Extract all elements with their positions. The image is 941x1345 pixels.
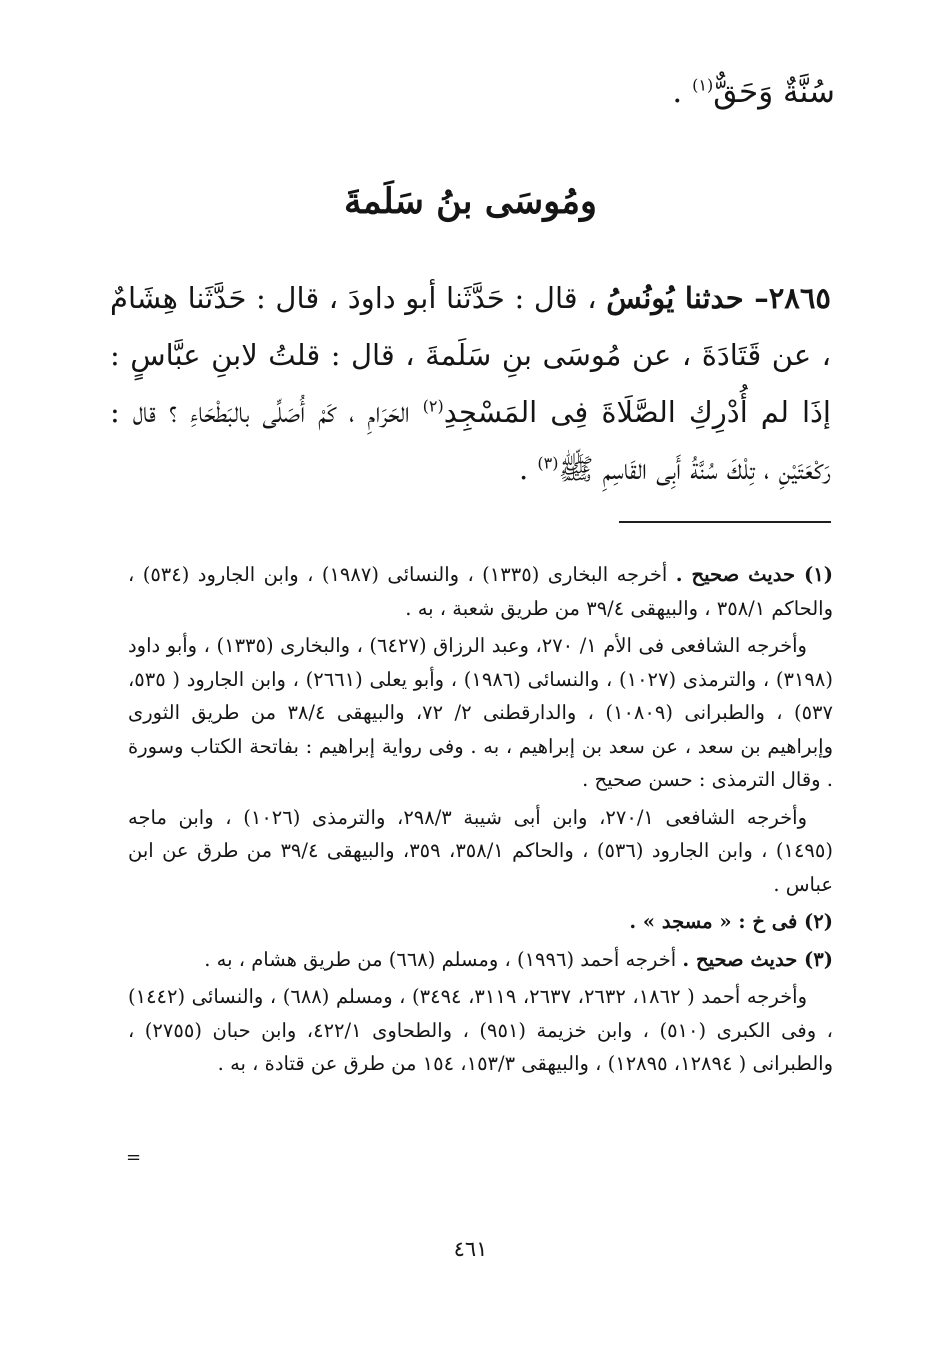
footnote-ref-3: (٣) xyxy=(537,453,559,473)
footnote-text: وأخرجه الشافعى ٢٧٠/١، وابن أبى شيبة ٢٩٨/٣، والترمذى (١٠٢٦) ، وابن ماجه (١٤٩٥) ، وابن الجارود (٥٣٦) ، والحاكم ٣٥٨/١، ٣٥٩، والبيهقى ٣٩/٤ من طرق عن ابن عباس . xyxy=(128,805,833,896)
footnote-divider xyxy=(619,521,831,523)
footnote-3-para-2 xyxy=(128,980,833,1081)
hadith-number: ٢٨٦٥– xyxy=(754,281,831,315)
footnote-1 xyxy=(128,558,833,625)
continuation-mark: = xyxy=(126,1147,142,1168)
hadith-paragraph xyxy=(110,270,831,498)
footnote-2 xyxy=(128,905,833,939)
footnote-ref-2: (٢) xyxy=(422,396,444,416)
footnote-text: « مسجد » . xyxy=(629,910,739,933)
footnote-3 xyxy=(128,943,833,977)
section-title: ومُوسَى بنُ سَلَمةَ xyxy=(344,181,597,222)
previous-hadith-end: . xyxy=(672,74,693,110)
footnotes-section xyxy=(128,558,833,1085)
footnote-text: وأخرجه الشافعى فى الأم ١/ ٢٧٠، وعبد الرزاق (٦٤٢٧) ، والبخارى (١٣٣٥) ، وأبو داود (٣١٩٨) ، والترمذى (١٠٢٧) ، والنسائى (١٩٨٦) ، وأبو يعلى (٢٦٦١) ، وابن الجارود ( ٥٣٥، ٥٣٧) ، والطبرانى (١٠٨٠٩) ، والدارقطنى ٢/ ٧٢، والبيهقى ٣٨/٤ من طريق الثورى وإبراهيم بن سعد ، عن سعد بن إبراهيم ، به . وفى رواية إبراهيم : بفاتحة الكتاب وسورة . وقال الترمذى : حسن صحيح . xyxy=(128,634,833,791)
footnote-label: (٢) فى خ : xyxy=(738,910,833,933)
previous-hadith-ending xyxy=(135,70,835,114)
footnote-1-para-3 xyxy=(128,801,833,902)
page-number: ٤٦١ xyxy=(453,1237,488,1261)
footnote-text: أخرجه البخارى (١٣٣٥) ، والنسائى (١٩٨٧) ، وابن الجارود (٥٣٤) ، والحاكم ٣٥٨/١ ، والبيهقى ٣٩/٤ من طريق شعبة ، به . xyxy=(128,563,833,620)
footnote-1-para-2 xyxy=(128,629,833,797)
footnote-text: وأخرجه أحمد ( ١٨٦٢، ٢٦٣٢، ٢٦٣٧، ٣١١٩، ٣٤٩٤) ، ومسلم (٦٨٨) ، والنسائى (١٤٤٢) ، وفى الكبرى (٥١٠) ، وابن خزيمة (٩٥١) ، والطحاوى ٤٢٢/١، وابن حبان (٢٧٥٥) ، والطبرانى ( ١٢٨٩٤، ١٢٨٩٥) ، والبيهقى ١٥٣/٣، ١٥٤ من طرق عن قتادة ، به . xyxy=(128,985,833,1075)
footnote-label: (١) حديث صحيح . xyxy=(675,563,833,586)
previous-hadith-text: سُنَّةٌ وَحَقٌّ xyxy=(713,74,835,110)
hadith-text-part-1: ، قال : حَدَّثَنا أبو داودَ ، قال : حَدَّثَنا هِشَامٌ ، عن قَتَادَةَ ، عن مُوسَى بنِ سَلَمةَ ، قال : قلتُ لابنِ عبَّاسٍ : إذَا لم أُدْرِكِ الصَّلَاةَ فِى المَسْجِدِ xyxy=(110,281,831,429)
hadith-text-end: . xyxy=(518,452,538,486)
hadith-text-part-2: الحَرَامِ ، كَمْ أُصَلِّى بالبَطْحَاءِ ؟ قال : رَكْعَتَيْنِ ، تِلْكَ سُنَّةُ أَبِى القَاسِمِ ﷺ xyxy=(110,395,831,486)
hadith-lead: حدثنا يُونُسُ xyxy=(606,281,755,315)
footnote-text: أخرجه أحمد (١٩٩٦) ، ومسلم (٦٦٨) من طريق هشام ، به . xyxy=(204,947,683,971)
footnote-ref-1: (١) xyxy=(692,75,714,95)
footnote-label: (٣) حديث صحيح . xyxy=(682,947,833,971)
